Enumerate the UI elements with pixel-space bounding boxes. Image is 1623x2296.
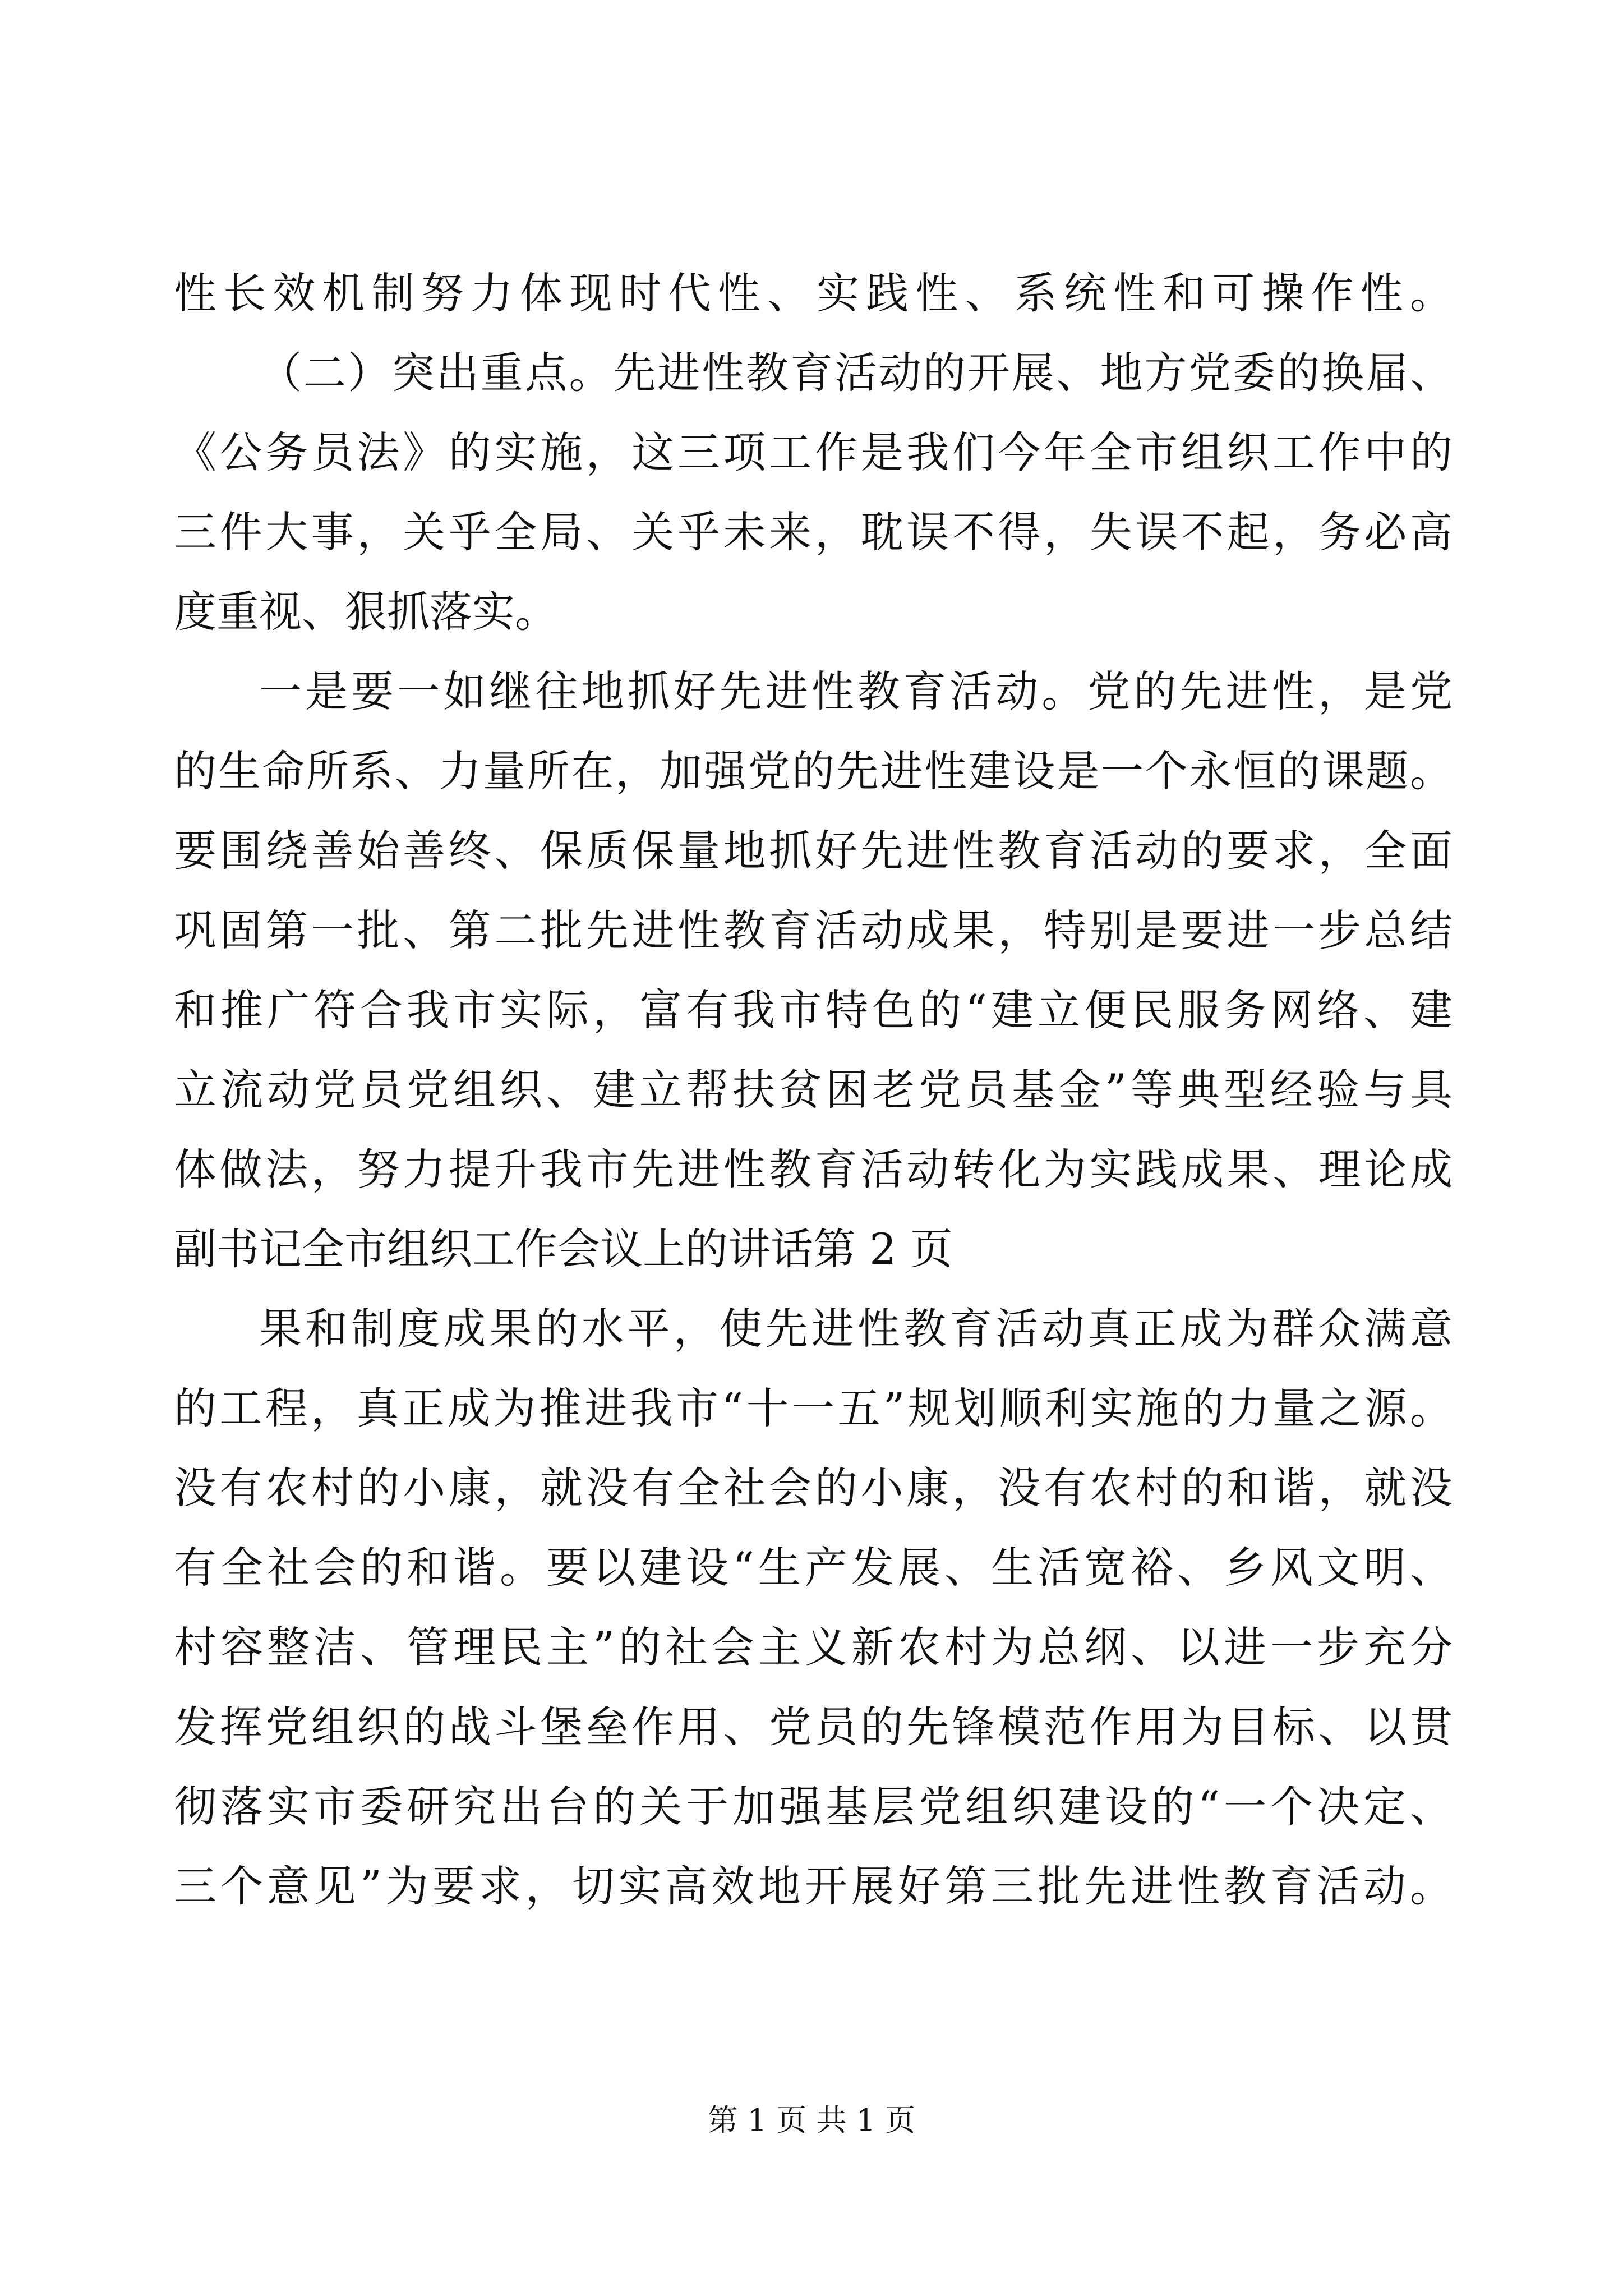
text-line: 性长效机制努力体现时代性、实践性、系统性和可操作性。 (174, 268, 1453, 318)
text-line: 度重视、狠抓落实。 (174, 587, 557, 637)
text-line: 要围绕善始善终、保质保量地抓好先进性教育活动的要求，全面 (174, 826, 1453, 876)
paragraph-heading-line: （二）突出重点。先进性教育活动的开展、地方党委的换届、 (259, 348, 1453, 398)
text-line: 没有农村的小康，就没有全社会的小康，没有农村的和谐，就没 (174, 1463, 1453, 1513)
paragraph-start-line: 果和制度成果的水平，使先进性教育活动真正成为群众满意 (259, 1304, 1453, 1354)
running-header-line: 副书记全市组织工作会议上的讲话第 2 页 (174, 1224, 953, 1274)
document-body (174, 254, 1453, 1926)
text-line: 发挥党组织的战斗堡垒作用、党员的先锋模范作用为目标、以贯 (174, 1702, 1453, 1752)
text-line: 的生命所系、力量所在，加强党的先进性建设是一个永恒的课题。 (174, 746, 1453, 796)
text-line: 三件大事，关乎全局、关乎未来，耽误不得，失误不起，务必高 (174, 507, 1453, 557)
text-line: 有全社会的和谐。要以建设“生产发展、生活宽裕、乡风文明、 (174, 1543, 1453, 1593)
text-line: 和推广符合我市实际，富有我市特色的“建立便民服务网络、建 (174, 985, 1453, 1035)
text-line: 彻落实市委研究出台的关于加强基层党组织建设的“一个决定、 (174, 1782, 1453, 1832)
text-line: 三个意见”为要求，切实高效地开展好第三批先进性教育活动。 (174, 1861, 1453, 1911)
text-line: 的工程，真正成为推进我市“十一五”规划顺利实施的力量之源。 (174, 1383, 1453, 1433)
text-line: 立流动党员党组织、建立帮扶贫困老党员基金”等典型经验与具 (174, 1065, 1453, 1115)
text-line: 体做法，努力提升我市先进性教育活动转化为实践成果、理论成 (174, 1144, 1453, 1194)
text-line: 巩固第一批、第二批先进性教育活动成果，特别是要进一步总结 (174, 905, 1453, 955)
text-line: 《公务员法》的实施，这三项工作是我们今年全市组织工作中的 (174, 427, 1453, 477)
page-footer (0, 2101, 1623, 2140)
page-number-label: 第 1 页 共 1 页 (707, 2102, 916, 2138)
paragraph-start-line: 一是要一如继往地抓好先进性教育活动。党的先进性，是党 (259, 666, 1453, 716)
text-line: 村容整洁、管理民主”的社会主义新农村为总纲、以进一步充分 (174, 1622, 1453, 1672)
